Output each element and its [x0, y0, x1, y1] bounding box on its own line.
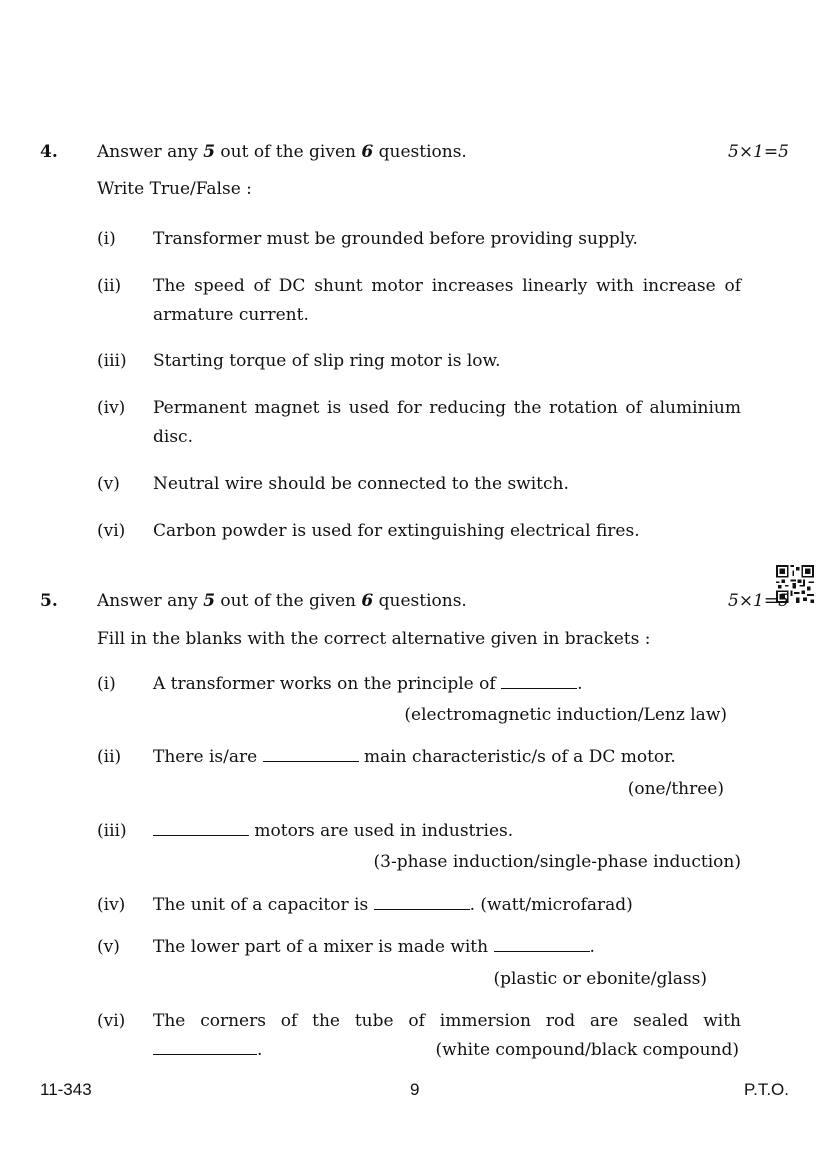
question-5-subheading: Fill in the blanks with the correct alternative given in brackets : — [97, 629, 651, 649]
item-number: (v) — [97, 937, 120, 957]
item-number: (iv) — [97, 398, 126, 418]
item-number: (iii) — [97, 821, 127, 841]
question-4-instruction — [97, 142, 467, 162]
item-number: (iv) — [97, 895, 126, 915]
item-text-before-blank: The lower part of a mixer is made with — [153, 937, 494, 957]
item-text: Starting torque of slip ring motor is low. — [153, 351, 501, 371]
question-4-number: 4. — [40, 142, 58, 162]
item-text-after-blank: motors are used in industries. — [249, 821, 514, 841]
item-text — [153, 747, 676, 767]
item-options: (3-phase induction/single-phase induction) — [373, 852, 741, 872]
answer-blank — [263, 747, 359, 762]
item-number: (iii) — [97, 351, 127, 371]
item-number: (v) — [97, 474, 120, 494]
instruction-count: 5 — [203, 591, 216, 611]
item-text — [153, 937, 595, 957]
item-text-before-blank: A transformer works on the principle of — [153, 674, 502, 694]
item-text: The speed of DC shunt motor increases linearly with increase of armature current. — [153, 276, 741, 325]
answer-blank — [494, 937, 590, 952]
item-text: Carbon powder is used for extinguishing electrical fires. — [153, 521, 640, 541]
item-text-before-blank: There is/are — [153, 747, 263, 767]
instruction-text: questions. — [373, 142, 467, 162]
item-options: (plastic or ebonite/glass) — [493, 969, 707, 989]
paper-code: 11-343 — [40, 1080, 92, 1099]
item-text-after-blank: main characteristic/s of a DC motor. — [358, 747, 676, 767]
question-5-number: 5. — [40, 591, 58, 611]
item-text: Permanent magnet is used for reducing the rotation of aluminium disc. — [153, 398, 741, 447]
question-4-marks: 5×1=5 — [728, 142, 789, 162]
instruction-total: 6 — [361, 142, 374, 162]
answer-blank — [153, 1040, 257, 1055]
item-text — [153, 1040, 262, 1060]
item-text-after-blank: . — [577, 674, 583, 694]
instruction-text: out of the given — [215, 142, 362, 162]
item-number: (ii) — [97, 747, 122, 767]
item-options: (electromagnetic induction/Lenz law) — [404, 705, 727, 725]
answer-blank — [153, 821, 249, 836]
instruction-text: out of the given — [215, 591, 362, 611]
item-number: (vi) — [97, 1011, 126, 1031]
item-number: (vi) — [97, 521, 126, 541]
item-text-after-blank: . — [589, 937, 595, 957]
instruction-count: 5 — [203, 142, 216, 162]
item-text-after-blank: . (watt/microfarad) — [469, 895, 633, 915]
item-options: (one/three) — [627, 779, 724, 799]
page-number: 9 — [410, 1080, 420, 1099]
question-5-instruction — [97, 591, 467, 611]
instruction-text: questions. — [373, 591, 467, 611]
please-turn-over: P.T.O. — [743, 1080, 789, 1099]
instruction-text: Answer any — [97, 142, 204, 162]
item-options: (white compound/black compound) — [435, 1040, 739, 1060]
item-text — [153, 821, 513, 841]
item-number: (ii) — [97, 276, 122, 296]
item-text: Neutral wire should be connected to the switch. — [153, 474, 569, 494]
item-text — [153, 895, 633, 915]
item-text — [153, 674, 582, 694]
question-4-subheading: Write True/False : — [97, 179, 252, 199]
item-text-before-blank: The unit of a capacitor is — [153, 895, 374, 915]
question-5-marks: 5×1=5 — [728, 591, 789, 611]
instruction-text: Answer any — [97, 591, 204, 611]
item-text: Transformer must be grounded before providing supply. — [153, 229, 638, 249]
item-text-after-blank: . — [257, 1040, 263, 1060]
answer-blank — [374, 895, 470, 910]
item-number: (i) — [97, 229, 116, 249]
item-text-before-blank: The corners of the tube of immersion rod are sealed with — [153, 1011, 741, 1031]
answer-blank — [501, 674, 577, 689]
instruction-total: 6 — [361, 591, 374, 611]
item-number: (i) — [97, 674, 116, 694]
